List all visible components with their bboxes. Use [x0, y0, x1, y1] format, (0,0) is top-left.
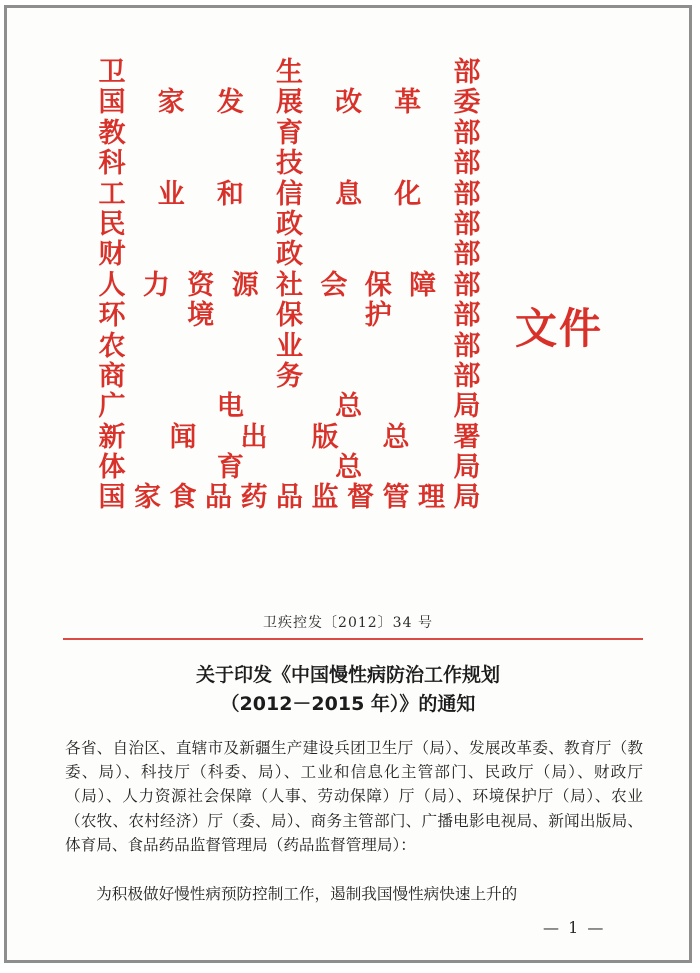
agency-char: [274, 453, 304, 483]
recipients-paragraph: 各省、自治区、直辖市及新疆生产建设兵团卫生厅（局）、发展改革委、教育厅（教委、局）、科技厅（科委、局）、工业和信息化主管部门、民政厅（局）、财政厅（局）、人力资源社会保障（人事、劳动保障）厅（局）、环境保护厅（局）、农业（农牧、农村经济）厅（委、局）、商务主管部门、广播电影电视局、新闻出版局、体育局、食品药品监督管理局（药品监督管理局）：: [65, 739, 643, 854]
agency-row: [97, 483, 482, 513]
agency-char: 部: [453, 117, 481, 149]
agency-char: [393, 210, 423, 240]
agency-char: 工: [98, 178, 126, 210]
agency-char: 障: [409, 269, 437, 301]
agency-row: [97, 271, 482, 301]
agency-char: 民: [98, 208, 126, 240]
agency-char: 化: [394, 178, 422, 210]
agency-row: [97, 180, 482, 210]
agency-char: 环: [98, 300, 126, 332]
agency-char: 总: [335, 391, 363, 423]
agency-row: [97, 58, 482, 88]
agency-char: [215, 240, 245, 270]
agency-char: 农: [98, 330, 126, 362]
agency-char: 卫: [98, 57, 126, 88]
agency-char: [156, 332, 186, 362]
agency-char: [215, 58, 245, 88]
agency-char: 总: [335, 452, 363, 484]
agency-char: 电: [216, 391, 244, 423]
agency-char: 部: [453, 178, 481, 210]
agency-char: [334, 362, 364, 392]
agency-char: 品: [205, 482, 232, 514]
agency-char: [393, 332, 423, 362]
agency-char: 政: [275, 208, 303, 240]
agency-char: 生: [275, 57, 303, 88]
agency-char: 保: [364, 269, 392, 301]
agency-char: 信: [275, 178, 303, 210]
agency-char: 息: [335, 178, 363, 210]
agency-char: [274, 392, 304, 422]
agency-char: 会: [320, 269, 348, 301]
agency-char: [156, 392, 186, 422]
agency-char: 药: [240, 482, 268, 514]
agency-char: 和: [216, 178, 244, 210]
red-divider-line: [63, 638, 643, 640]
agency-char: [334, 149, 364, 179]
agency-char: [334, 119, 364, 149]
document-number: 卫疾控发〔2012〕34 号: [263, 615, 433, 631]
agency-char: [393, 392, 423, 422]
agency-char: 版: [311, 421, 339, 453]
agency-char: 财: [98, 239, 126, 271]
agency-char: [393, 58, 423, 88]
agency-char: [393, 453, 423, 483]
agency-char: 局: [453, 391, 481, 423]
document-page: [4, 5, 692, 963]
agency-char: [156, 58, 186, 88]
agency-char: 委: [453, 87, 481, 119]
agency-char: 政: [275, 239, 303, 271]
agency-char: [393, 362, 423, 392]
agency-char: 源: [231, 269, 259, 301]
agency-char: 品: [276, 482, 303, 514]
agency-char: [393, 240, 423, 270]
agency-char: 商: [98, 360, 126, 392]
agency-char: 育: [216, 452, 244, 484]
agency-char: 科: [98, 148, 126, 180]
agency-char: 总: [382, 421, 410, 453]
agency-row: [97, 392, 482, 422]
agency-char: [408, 301, 438, 331]
agency-char: 管: [382, 482, 410, 514]
agency-char: [334, 58, 364, 88]
agency-char: [215, 149, 245, 179]
agency-char: 部: [453, 208, 481, 240]
agency-char: 家: [157, 87, 185, 119]
agency-char: 保: [276, 300, 303, 332]
agency-char: 教: [98, 117, 126, 149]
agency-row: [97, 88, 482, 118]
agency-char: 部: [453, 269, 481, 301]
agency-char: 改: [335, 87, 363, 119]
agency-char: 业: [275, 330, 303, 362]
agency-char: 护: [364, 300, 392, 332]
agency-char: 社: [276, 269, 303, 301]
agency-char: 理: [418, 482, 445, 514]
agency-char: 局: [453, 482, 481, 514]
issuing-agencies-block: [97, 58, 482, 514]
agency-char: [393, 119, 423, 149]
agency-char: [334, 240, 364, 270]
agency-row: [97, 362, 482, 392]
agency-char: [156, 362, 186, 392]
agency-row: [97, 423, 482, 453]
agency-char: 力: [142, 269, 170, 301]
agency-char: 部: [453, 360, 481, 392]
agency-char: [393, 149, 423, 179]
agency-char: 部: [453, 300, 481, 332]
agency-char: [230, 301, 260, 331]
agency-char: 技: [275, 148, 303, 180]
agency-char: 资: [187, 269, 215, 301]
agency-char: 监: [311, 482, 339, 514]
agency-char: [156, 119, 186, 149]
agency-row: [97, 210, 482, 240]
agency-char: 部: [453, 239, 481, 271]
agency-char: [334, 332, 364, 362]
agency-char: [141, 301, 171, 331]
agency-char: 广: [98, 391, 126, 423]
agency-char: 业: [157, 178, 185, 210]
agency-char: [319, 301, 349, 331]
agency-char: 闻: [169, 421, 197, 453]
agency-row: [97, 453, 482, 483]
document-title-line-1: 关于印发《中国慢性病防治工作规划: [195, 664, 500, 686]
agency-char: [215, 362, 245, 392]
agency-char: 革: [394, 87, 422, 119]
agency-char: [215, 332, 245, 362]
agency-char: [156, 453, 186, 483]
agency-char: 发: [216, 87, 244, 119]
agency-char: 署: [453, 421, 481, 453]
document-label: 文件: [515, 304, 604, 353]
agency-char: 务: [275, 360, 303, 392]
agency-char: [156, 149, 186, 179]
agency-char: [215, 210, 245, 240]
agency-char: [156, 240, 186, 270]
agency-char: 新: [98, 421, 126, 453]
agency-row: [97, 240, 482, 270]
agency-row: [97, 119, 482, 149]
agency-char: 国: [98, 87, 126, 119]
agency-char: 家: [134, 482, 161, 514]
agency-char: 展: [275, 87, 303, 119]
agency-char: 体: [98, 452, 126, 484]
agency-char: [156, 210, 186, 240]
agency-char: [334, 210, 364, 240]
agency-row: [97, 332, 482, 362]
document-title-line-2: （2012－2015 年）》的通知: [220, 693, 476, 715]
agency-char: 国: [98, 482, 126, 514]
agency-char: 局: [453, 452, 481, 484]
agency-char: 境: [187, 300, 215, 332]
agency-char: 部: [453, 57, 481, 88]
agency-row: [97, 301, 482, 331]
agency-char: 出: [240, 421, 268, 453]
agency-row: [97, 149, 482, 179]
agency-char: 部: [453, 330, 481, 362]
agency-char: 食: [169, 482, 197, 514]
agency-char: 育: [275, 117, 303, 149]
agency-char: 督: [347, 482, 374, 514]
body-paragraph-start: 为积极做好慢性病预防控制工作，遏制我国慢性病快速上升的: [96, 885, 518, 903]
page-number: — 1 —: [543, 918, 606, 937]
agency-char: [215, 119, 245, 149]
agency-char: 人: [98, 269, 126, 301]
agency-char: 部: [453, 148, 481, 180]
